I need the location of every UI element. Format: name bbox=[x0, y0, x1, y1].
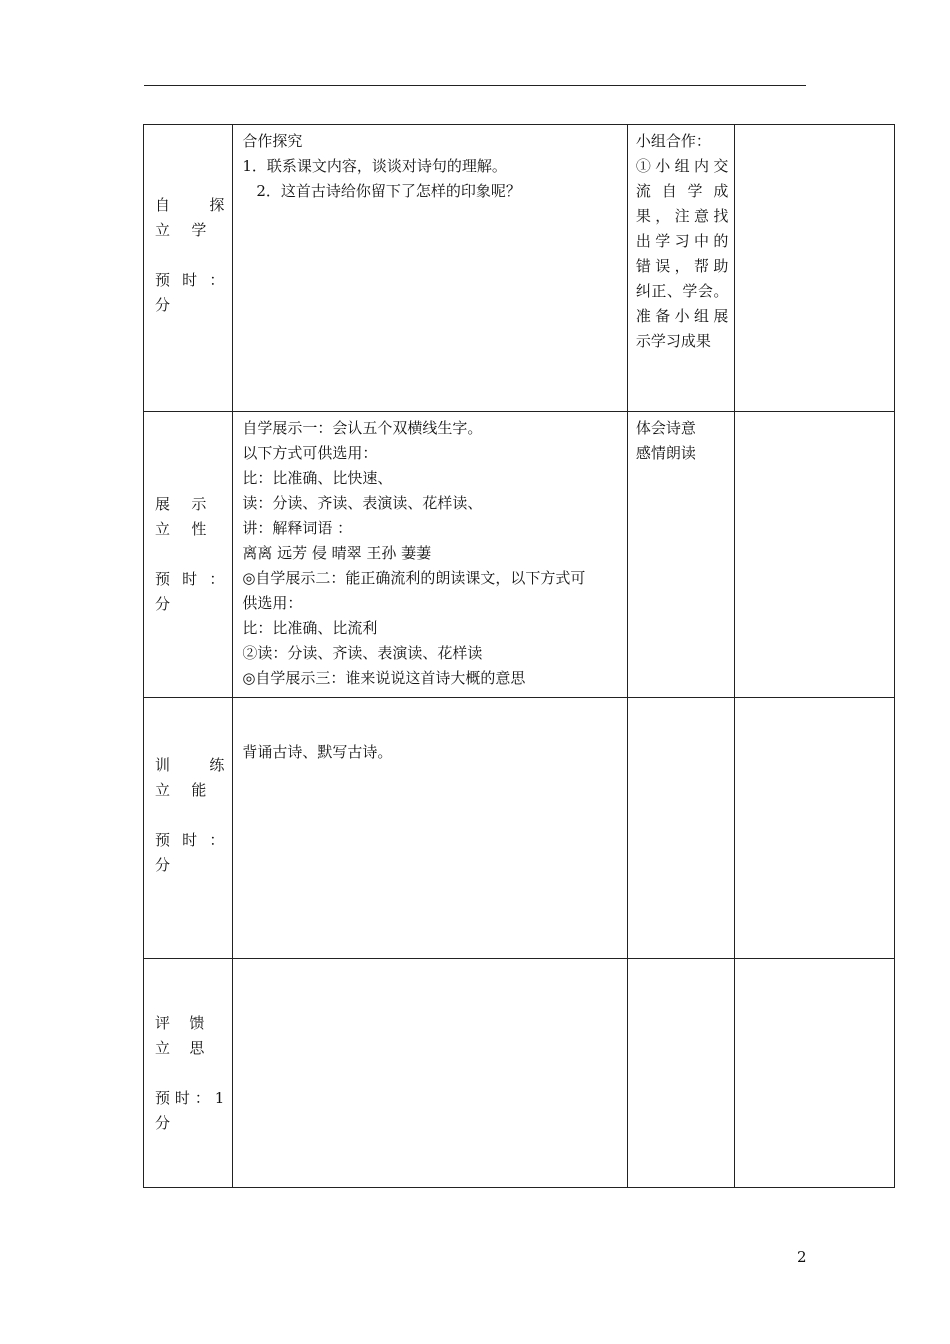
stage-cell bbox=[144, 698, 233, 959]
stage-line: 训练 bbox=[155, 756, 225, 774]
note-line: 小组合作： bbox=[635, 132, 711, 150]
stage-line: 预时： bbox=[155, 831, 225, 849]
page-number: 2 bbox=[797, 1248, 807, 1266]
note-line: 出学习中的 bbox=[635, 232, 729, 250]
note-line: 准备小组展 bbox=[635, 307, 729, 325]
stage-line: 展示 bbox=[155, 495, 207, 513]
content-cell bbox=[233, 698, 628, 959]
content-line: 自学展示一：会认五个双横线生字。 bbox=[242, 419, 483, 437]
content-line: 供选用： bbox=[242, 594, 303, 612]
stage-line: 分 bbox=[155, 856, 171, 874]
stage-line: 预时： bbox=[155, 271, 225, 289]
extra-cell bbox=[735, 125, 895, 412]
note-cell bbox=[627, 125, 734, 412]
stage-line: 预时：1 bbox=[155, 1088, 225, 1107]
content-line: 比：比准确、比流利 bbox=[242, 619, 378, 637]
extra-cell bbox=[735, 698, 895, 959]
stage-line: 立能 bbox=[155, 781, 207, 799]
content-line: 合作探究 bbox=[242, 132, 303, 150]
content-line: 比：比准确、比快速、 bbox=[242, 469, 393, 487]
note-cell bbox=[627, 412, 734, 698]
table-row bbox=[144, 698, 895, 959]
note-line: 感情朗读 bbox=[635, 444, 696, 462]
stage-line: 自探 bbox=[155, 196, 225, 214]
stage-line: 评馈 bbox=[155, 1013, 205, 1032]
table-row bbox=[144, 959, 895, 1188]
note-cell bbox=[627, 698, 734, 959]
lesson-plan-table bbox=[143, 124, 895, 1188]
content-line: 读：分读、齐读、表演读、花样读、 bbox=[242, 494, 483, 512]
content-cell bbox=[233, 412, 628, 698]
note-line: 纠正、学会。 bbox=[635, 282, 729, 300]
content-cell bbox=[233, 959, 628, 1188]
stage-line: 立思 bbox=[155, 1038, 205, 1057]
stage-line: 分 bbox=[155, 595, 171, 613]
content-line: 背诵古诗、默写古诗。 bbox=[242, 743, 393, 761]
note-line: 流自学成 bbox=[635, 182, 729, 200]
note-line: 体会诗意 bbox=[635, 419, 696, 437]
note-cell bbox=[627, 959, 734, 1188]
note-line: 示学习成果 bbox=[635, 332, 711, 350]
content-cell bbox=[233, 125, 628, 412]
header-rule bbox=[144, 85, 806, 86]
stage-line: 立学 bbox=[155, 221, 207, 239]
extra-cell bbox=[735, 959, 895, 1188]
stage-line: 预时： bbox=[155, 570, 225, 588]
note-line: 果，注意找 bbox=[635, 207, 729, 225]
content-line: 离离 远芳 侵 晴翠 王孙 萋萋 bbox=[242, 544, 432, 562]
stage-cell bbox=[144, 125, 233, 412]
table-row bbox=[144, 125, 895, 412]
content-line: 1．联系课文内容，谈谈对诗句的理解。 bbox=[242, 157, 507, 175]
table-row bbox=[144, 412, 895, 698]
stage-cell bbox=[144, 959, 233, 1188]
stage-line: 分 bbox=[155, 296, 171, 314]
stage-line: 分 bbox=[155, 1113, 171, 1132]
content-line: ◎自学展示三：谁来说说这首诗大概的意思 bbox=[242, 669, 526, 687]
stage-cell bbox=[144, 412, 233, 698]
extra-cell bbox=[735, 412, 895, 698]
note-line: ①小组内交 bbox=[635, 157, 729, 175]
content-line: ②读：分读、齐读、表演读、花样读 bbox=[242, 644, 483, 662]
note-line: 错误，帮助 bbox=[635, 257, 729, 275]
content-line: 讲：解释词语 ： bbox=[242, 519, 353, 537]
content-line: 2．这首古诗给你留下了怎样的印象呢？ bbox=[256, 182, 521, 200]
content-line: ◎自学展示二：能正确流利的朗读课文，以下方式可 bbox=[242, 569, 586, 587]
stage-line: 立性 bbox=[155, 520, 207, 538]
content-line: 以下方式可供选用： bbox=[242, 444, 378, 462]
